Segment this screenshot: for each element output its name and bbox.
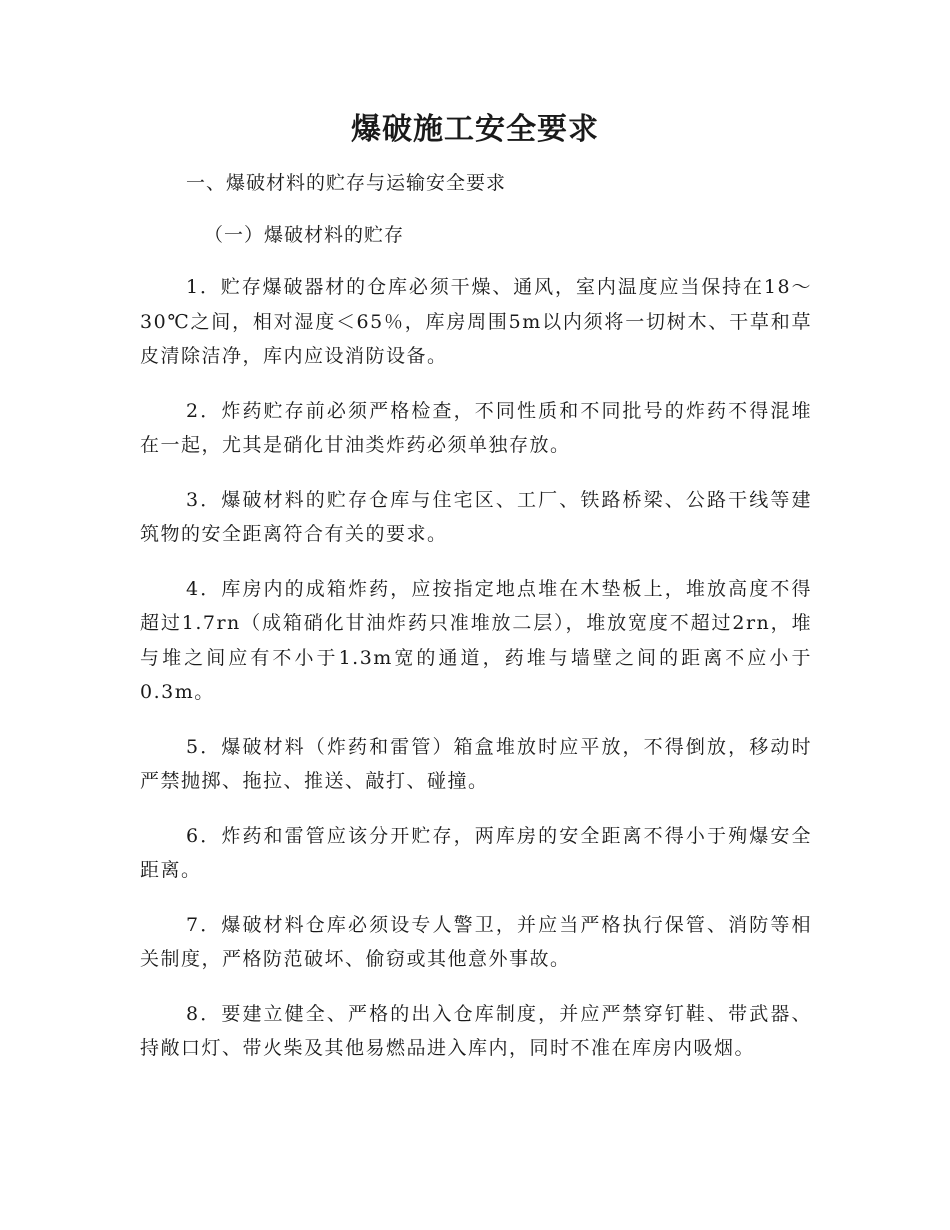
paragraph-7: 7．爆破材料仓库必须设专人警卫，并应当严格执行保管、消防等相关制度，严格防范破坏、偷窃或其他意外事故。 [140, 913, 812, 970]
paragraph-1: 1．贮存爆破器材的仓库必须干燥、通风，室内温度应当保持在18～30℃之间，相对湿度＜65％，库房周围5m以内须将一切树木、干草和草皮清除洁净，库内应设消防设备。 [140, 276, 812, 367]
paragraph-3: 3．爆破材料的贮存仓库与住宅区、工厂、铁路桥梁、公路干线等建筑物的安全距离符合有关的要求。 [140, 488, 812, 545]
paragraph-5: 5．爆破材料（炸药和雷管）箱盒堆放时应平放，不得倒放，移动时严禁抛掷、拖拉、推送、敲打、碰撞。 [140, 735, 812, 792]
paragraph-4: 4．库房内的成箱炸药，应按指定地点堆在木垫板上，堆放高度不得超过1.7rn（成箱硝化甘油炸药只准堆放二层），堆放宽度不超过2rn，堆与堆之间应有不小于1.3m宽的通道，药堆与墙壁之间的距离不应小于0.3m。 [140, 577, 812, 703]
paragraph-2: 2．炸药贮存前必须严格检查，不同性质和不同批号的炸药不得混堆在一起，尤其是硝化甘油类炸药必须单独存放。 [140, 399, 812, 456]
section-heading: 一、爆破材料的贮存与运输安全要求 [186, 172, 507, 194]
paragraph-8: 8．要建立健全、严格的出入仓库制度，并应严禁穿钉鞋、带武器、持敞口灯、带火柴及其他易燃品进入库内，同时不准在库房内吸烟。 [140, 1002, 812, 1059]
subsection-heading: （一）爆破材料的贮存 [204, 224, 405, 246]
paragraph-6: 6．炸药和雷管应该分开贮存，两库房的安全距离不得小于殉爆安全距离。 [140, 824, 812, 881]
document-body [140, 270, 812, 1086]
document-title: 爆破施工安全要求 [351, 112, 599, 147]
